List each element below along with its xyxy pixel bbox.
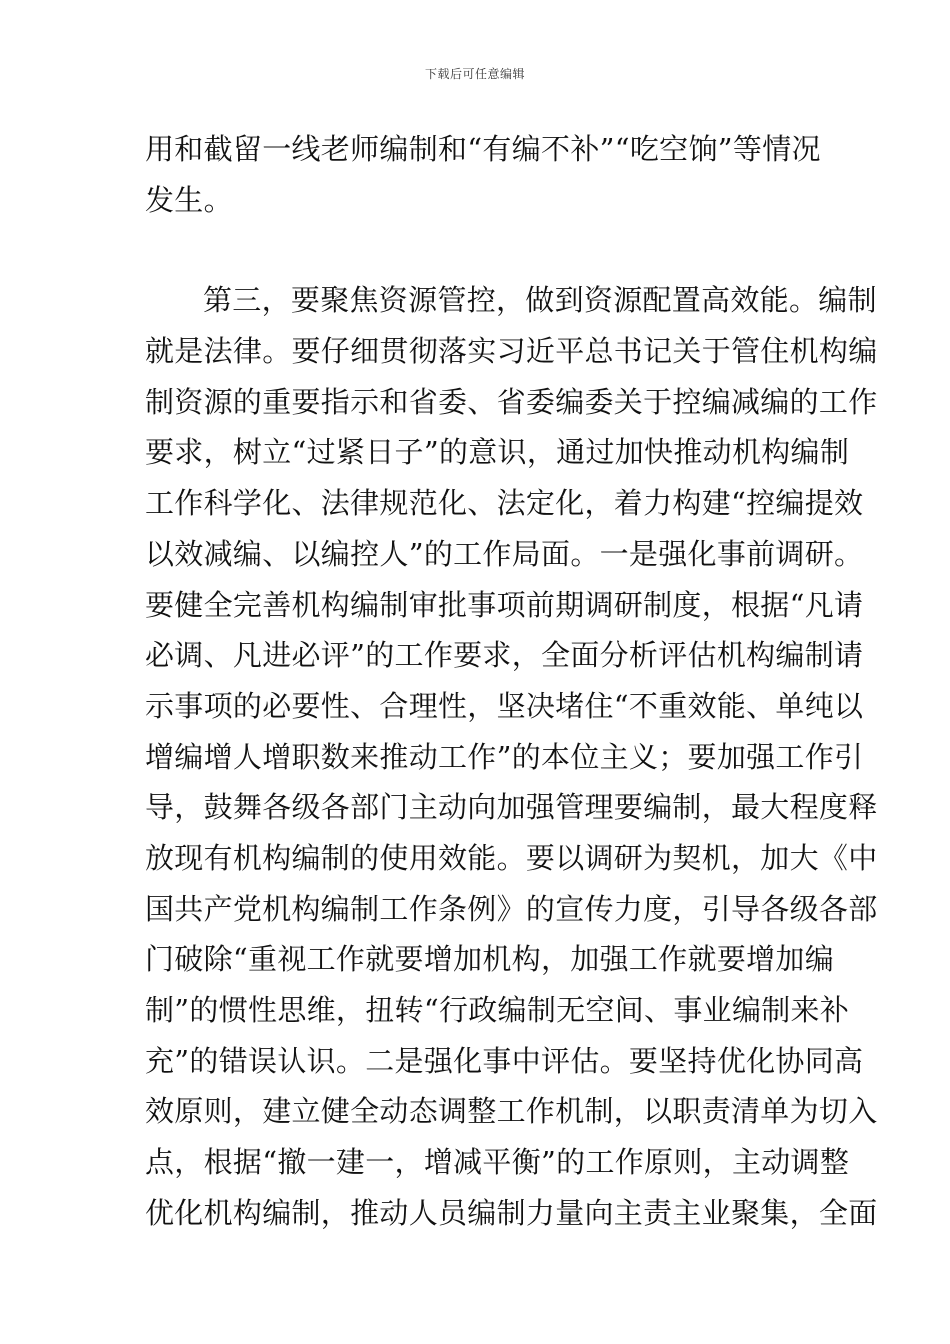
text-line: 第三，要聚焦资源管控，做到资源配置高效能。编制: [203, 283, 877, 318]
text-line: 就是法律。要仔细贯彻落实习近平总书记关于管住机构编: [145, 334, 878, 369]
text-line: 要健全完善机构编制审批事项前期调研制度，根据“凡请: [145, 587, 864, 622]
paragraph-spacer: [145, 225, 809, 275]
paragraph-1: [145, 124, 821, 225]
text-line: 用和截留一线老师编制和“有编不补”“吃空饷”等情况: [145, 132, 821, 166]
text-line: 发生。: [145, 182, 233, 217]
document-body: [145, 124, 878, 1238]
text-line: 增编增人增职数来推动工作”的本位主义；要加强工作引: [145, 739, 864, 774]
text-line: 门破除“重视工作就要增加机构，加强工作就要增加编: [145, 942, 835, 977]
text-line: 国共产党机构编制工作条例》的宣传力度，引导各级各部: [145, 891, 878, 926]
text-line: 要求，树立“过紧日子”的意识，通过加快推动机构编制: [145, 435, 850, 470]
text-line: 优化机构编制，推动人员编制力量向主责主业聚集，全面: [145, 1195, 878, 1230]
text-line: 点，根据“撤一建一，增减平衡”的工作原则，主动调整: [145, 1145, 850, 1180]
text-line: 示事项的必要性、合理性，坚决堵住“不重效能、单纯以: [145, 688, 864, 723]
paragraph-2: [145, 275, 878, 1238]
text-line: 工作科学化、法律规范化、法定化，着力构建“控编提效: [145, 486, 864, 521]
text-line: 放现有机构编制的使用效能。要以调研为契机，加大《中: [145, 840, 878, 875]
text-line: 制”的惯性思维，扭转“行政编制无空间、事业编制来补: [145, 993, 850, 1027]
text-line: 效原则，建立健全动态调整工作机制，以职责清单为切入: [145, 1094, 878, 1129]
text-line: 制资源的重要指示和省委、省委编委关于控编减编的工作: [145, 384, 878, 419]
text-line: 充”的错误认识。二是强化事中评估。要坚持优化协同高: [145, 1043, 864, 1078]
text-line: 导，鼓舞各级各部门主动向加强管理要编制，最大程度释: [145, 790, 878, 825]
text-line: 以效减编、以编控人”的工作局面。一是强化事前调研。: [145, 536, 864, 571]
page-header: 下载后可任意编辑: [424, 67, 525, 81]
text-line: 必调、凡进必评”的工作要求，全面分析评估机构编制请: [145, 638, 864, 673]
